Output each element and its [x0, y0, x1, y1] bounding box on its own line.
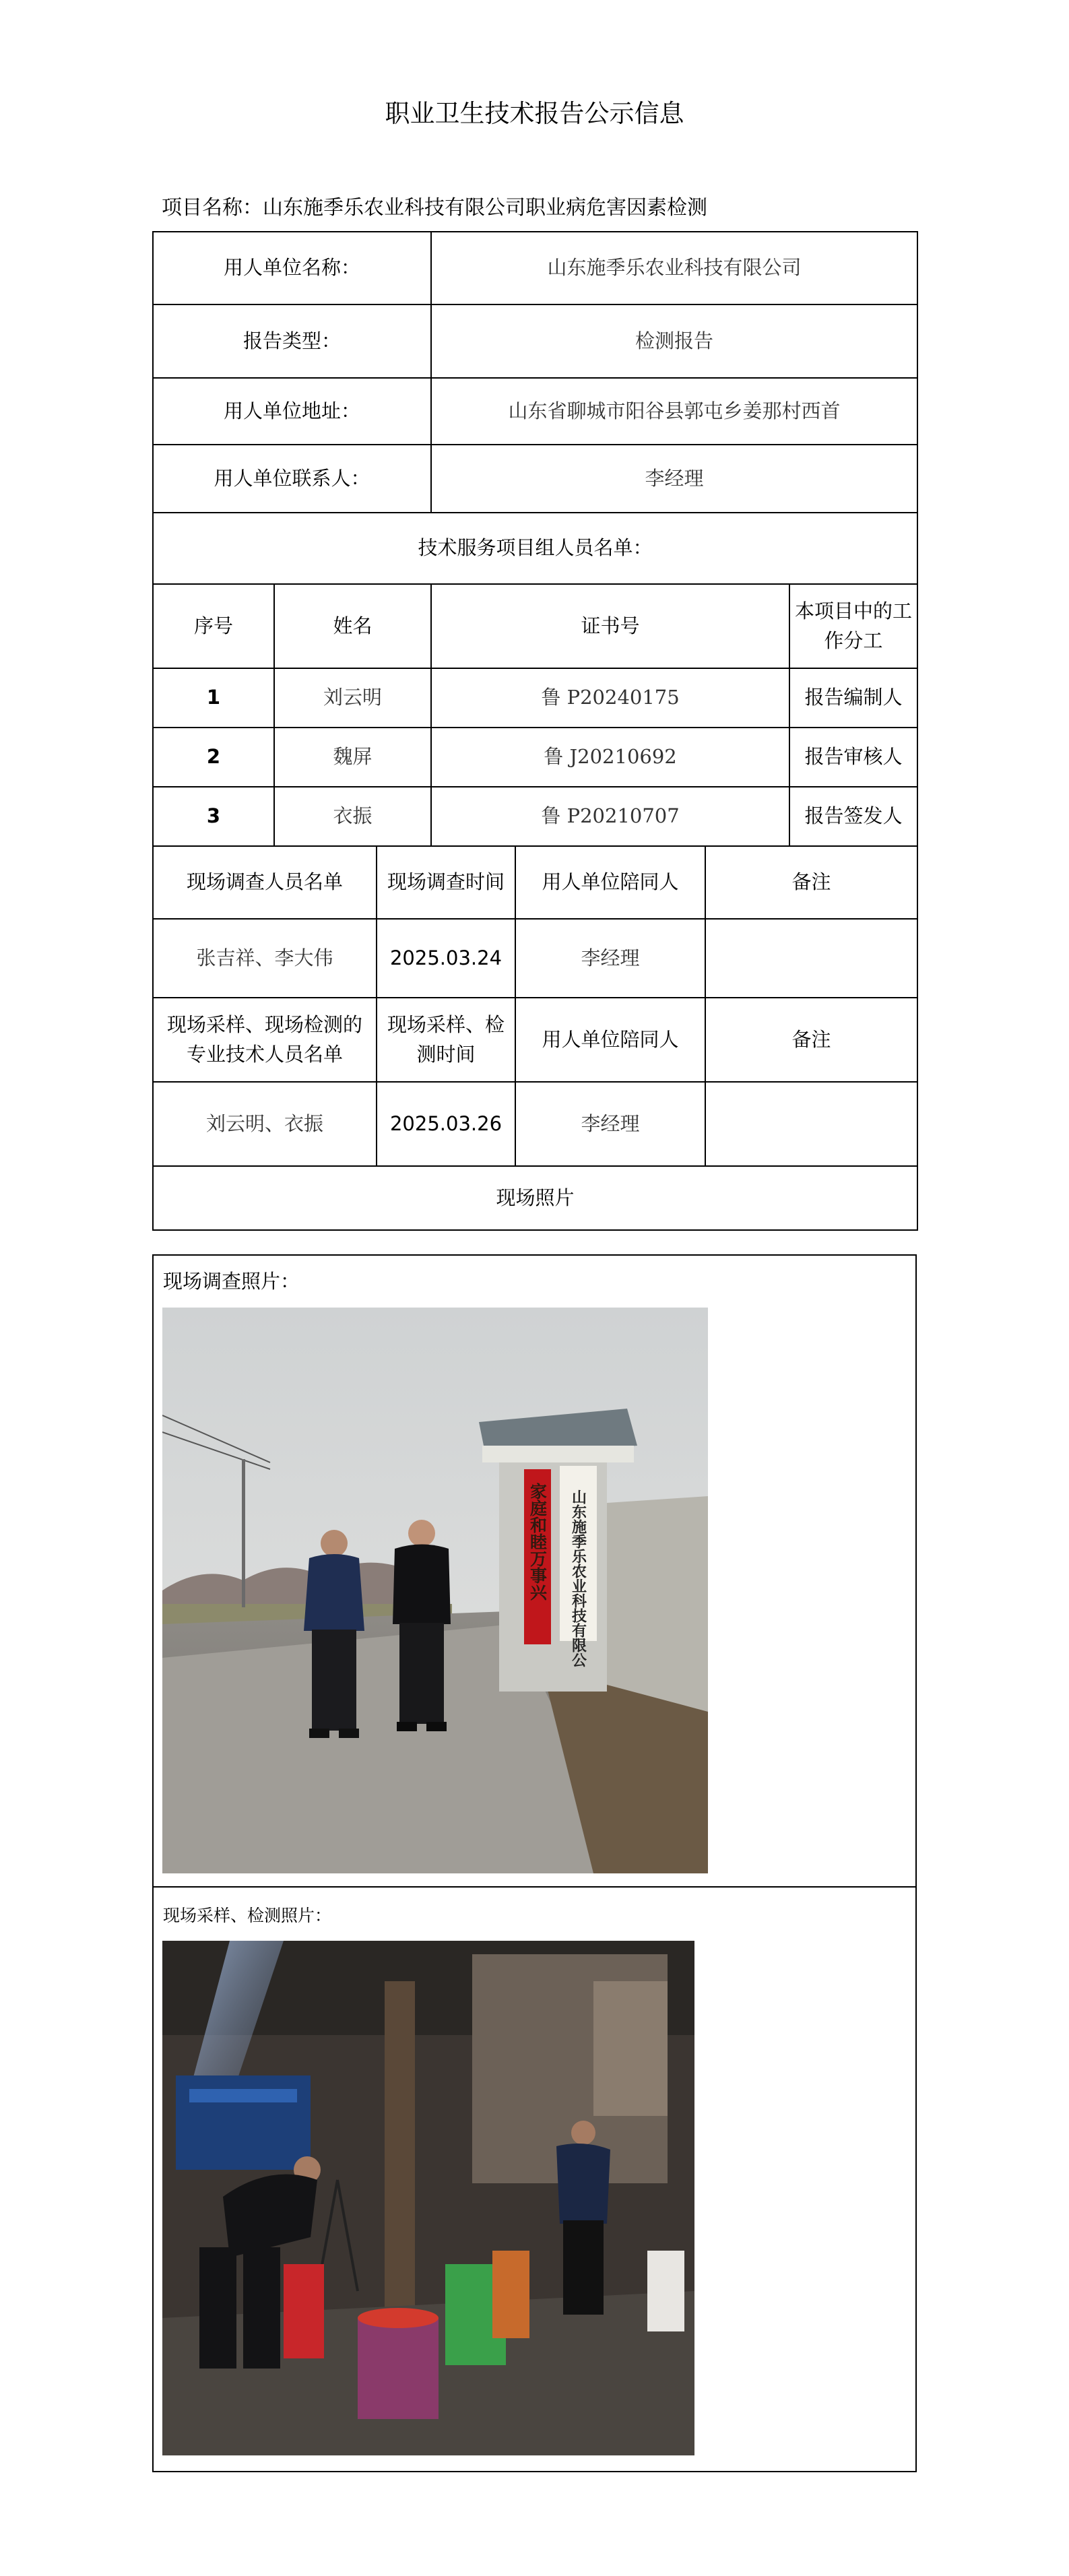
team-row-role: 报告签发人 [789, 787, 917, 846]
team-header-name: 姓名 [274, 584, 431, 668]
sampling-staff: 刘云明、衣振 [153, 1082, 377, 1166]
team-row-no: 2 [153, 728, 274, 787]
team-row-cert: 鲁 J20210692 [431, 728, 789, 787]
page-title: 职业卫生技术报告公示信息 [385, 99, 684, 128]
photo-box [152, 1254, 917, 2472]
sampling-photo-image [162, 1941, 694, 2455]
team-row [153, 787, 917, 846]
sign-vertical-text: 山东施季乐农业科技有限公 [569, 1489, 587, 1667]
survey-header-escort: 用人单位陪同人 [515, 846, 705, 919]
sampling-escort: 李经理 [515, 1082, 705, 1166]
team-header-row [153, 584, 917, 668]
worker-2 [556, 2121, 610, 2315]
survey-header-row [153, 846, 917, 919]
sampling-header-escort: 用人单位陪同人 [515, 998, 705, 1082]
contact-row [153, 445, 917, 513]
sampling-note [705, 1082, 917, 1166]
team-heading-row [153, 513, 917, 584]
sign-couplet: 家庭和睦万事兴 [527, 1483, 548, 1601]
project-name-line [162, 191, 707, 220]
contact-label: 用人单位联系人： [153, 445, 431, 513]
team-row-cert: 鲁 P20240175 [431, 668, 789, 728]
survey-date: 2025.03.24 [377, 919, 515, 998]
report-type-row [153, 304, 917, 378]
photo-divider [154, 1886, 915, 1888]
team-header-role: 本项目中的工作分工 [789, 584, 917, 668]
employer-name-row [153, 232, 917, 304]
employer-name-label: 用人单位名称： [153, 232, 431, 304]
survey-header-note: 备注 [705, 846, 917, 919]
team-row-name: 衣振 [274, 787, 431, 846]
team-heading: 技术服务项目组人员名单： [153, 513, 917, 584]
sampling-row [153, 1082, 917, 1166]
team-header-no: 序号 [153, 584, 274, 668]
employer-name-value: 山东施季乐农业科技有限公司 [431, 232, 917, 304]
team-row-role: 报告审核人 [789, 728, 917, 787]
team-row-name: 魏屏 [274, 728, 431, 787]
contact-value: 李经理 [431, 445, 917, 513]
sampling-header-note: 备注 [705, 998, 917, 1082]
project-name-label: 项目名称： [162, 196, 263, 220]
sampling-date: 2025.03.26 [377, 1082, 515, 1166]
sampling-header-date: 现场采样、检测时间 [377, 998, 515, 1082]
survey-note [705, 919, 917, 998]
photos-heading: 现场照片 [153, 1166, 917, 1230]
address-value: 山东省聊城市阳谷县郭屯乡姜那村西首 [431, 378, 917, 445]
report-type-label: 报告类型： [153, 304, 431, 378]
team-row [153, 728, 917, 787]
person-1 [304, 1530, 364, 1738]
team-row-role: 报告编制人 [789, 668, 917, 728]
team-row-no: 1 [153, 668, 274, 728]
survey-photo [162, 1308, 708, 1873]
team-row-no: 3 [153, 787, 274, 846]
sampling-photo-label: 现场采样、检测照片： [163, 1906, 332, 1925]
survey-header-staff: 现场调查人员名单 [153, 846, 377, 919]
address-row [153, 378, 917, 445]
team-row-name: 刘云明 [274, 668, 431, 728]
team-row-cert: 鲁 P20210707 [431, 787, 789, 846]
sampling-photo [162, 1941, 694, 2455]
report-type-value: 检测报告 [431, 304, 917, 378]
project-name-value: 山东施季乐农业科技有限公司职业病危害因素检测 [263, 196, 707, 220]
address-label: 用人单位地址： [153, 378, 431, 445]
team-row [153, 668, 917, 728]
survey-escort: 李经理 [515, 919, 705, 998]
survey-row [153, 919, 917, 998]
survey-photo-label: 现场调查照片： [163, 1270, 300, 1293]
survey-photo-image [162, 1308, 708, 1873]
report-info-table [152, 231, 918, 1231]
person-2 [393, 1520, 451, 1731]
survey-header-date: 现场调查时间 [377, 846, 515, 919]
team-header-cert: 证书号 [431, 584, 789, 668]
sampling-header-staff: 现场采样、现场检测的专业技术人员名单 [153, 998, 377, 1082]
sampling-header-row [153, 998, 917, 1082]
survey-staff: 张吉祥、李大伟 [153, 919, 377, 998]
photos-heading-row [153, 1166, 917, 1230]
